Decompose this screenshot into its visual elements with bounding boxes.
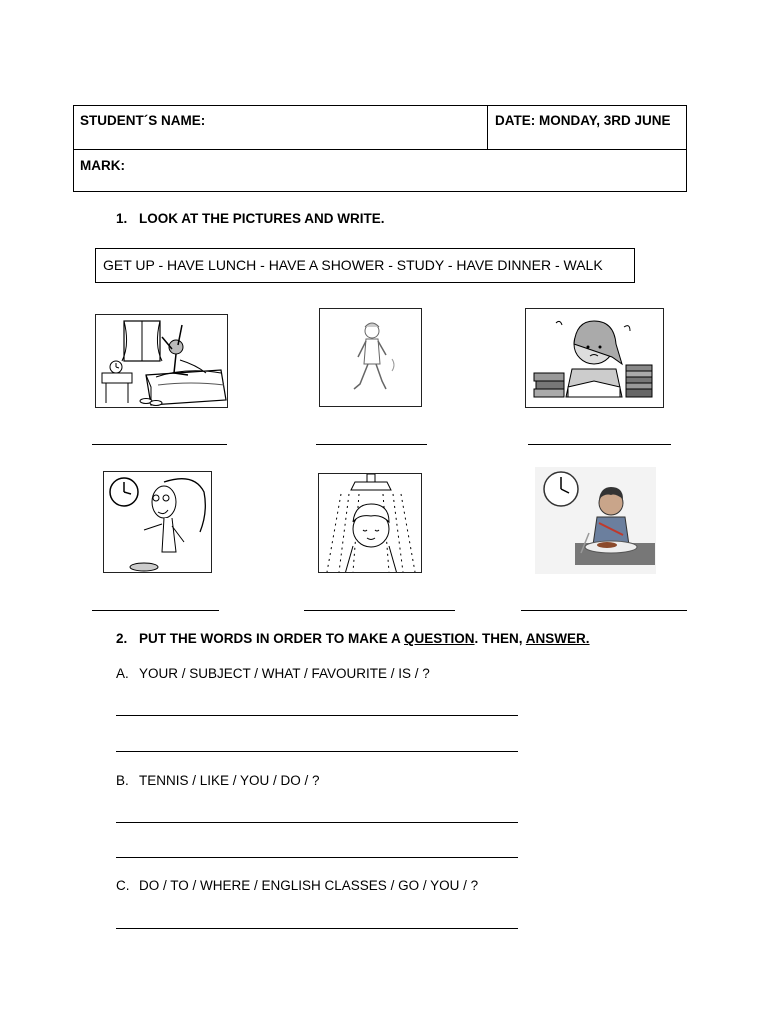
item-a-text: YOUR / SUBJECT / WHAT / FAVOURITE / IS / ? [139,666,430,681]
item-a-question-line[interactable] [116,715,518,716]
item-b-question-line[interactable] [116,822,518,823]
exercise-1-title: LOOK AT THE PICTURES AND WRITE. [139,211,385,226]
shower-picture [318,473,422,573]
exercise-2-title-question: QUESTION [404,631,475,646]
header-table [73,105,687,192]
answer-line-5[interactable] [304,610,455,611]
exercise-2-title-part1: PUT THE WORDS IN ORDER TO MAKE A [139,631,405,646]
waiting-clock-picture [103,471,212,573]
exercise-2-number: 2. [116,631,128,646]
item-c-letter: C. [116,878,130,893]
exercise-2-title-part2: . THEN, [474,631,526,646]
item-a-letter: A. [116,666,129,681]
answer-line-4[interactable] [92,610,219,611]
walking-picture [319,308,422,407]
mark-label: MARK: [80,158,125,173]
item-a-answer-line[interactable] [116,751,518,752]
eating-clock-picture [535,467,656,574]
answer-line-6[interactable] [521,610,687,611]
student-name-label: STUDENT´S NAME: [80,113,206,128]
item-c-text: DO / TO / WHERE / ENGLISH CLASSES / GO / YOU / ? [139,878,479,893]
date-label: DATE: MONDAY, 3RD JUNE [495,113,671,128]
answer-line-1[interactable] [92,444,227,445]
exercise-1-number: 1. [116,211,128,226]
item-b-text: TENNIS / LIKE / YOU / DO / ? [139,773,320,788]
answer-line-3[interactable] [528,444,671,445]
studying-picture [525,308,664,408]
word-bank-box: GET UP - HAVE LUNCH - HAVE A SHOWER - STUDY - HAVE DINNER - WALK [95,248,635,283]
header-divider [487,106,488,150]
answer-line-2[interactable] [316,444,427,445]
getting-up-picture [95,314,228,408]
item-b-letter: B. [116,773,129,788]
item-c-question-line[interactable] [116,928,518,929]
exercise-2-title-answer: ANSWER. [525,631,590,646]
exercise-2-title [139,631,590,646]
item-b-answer-line[interactable] [116,857,518,858]
